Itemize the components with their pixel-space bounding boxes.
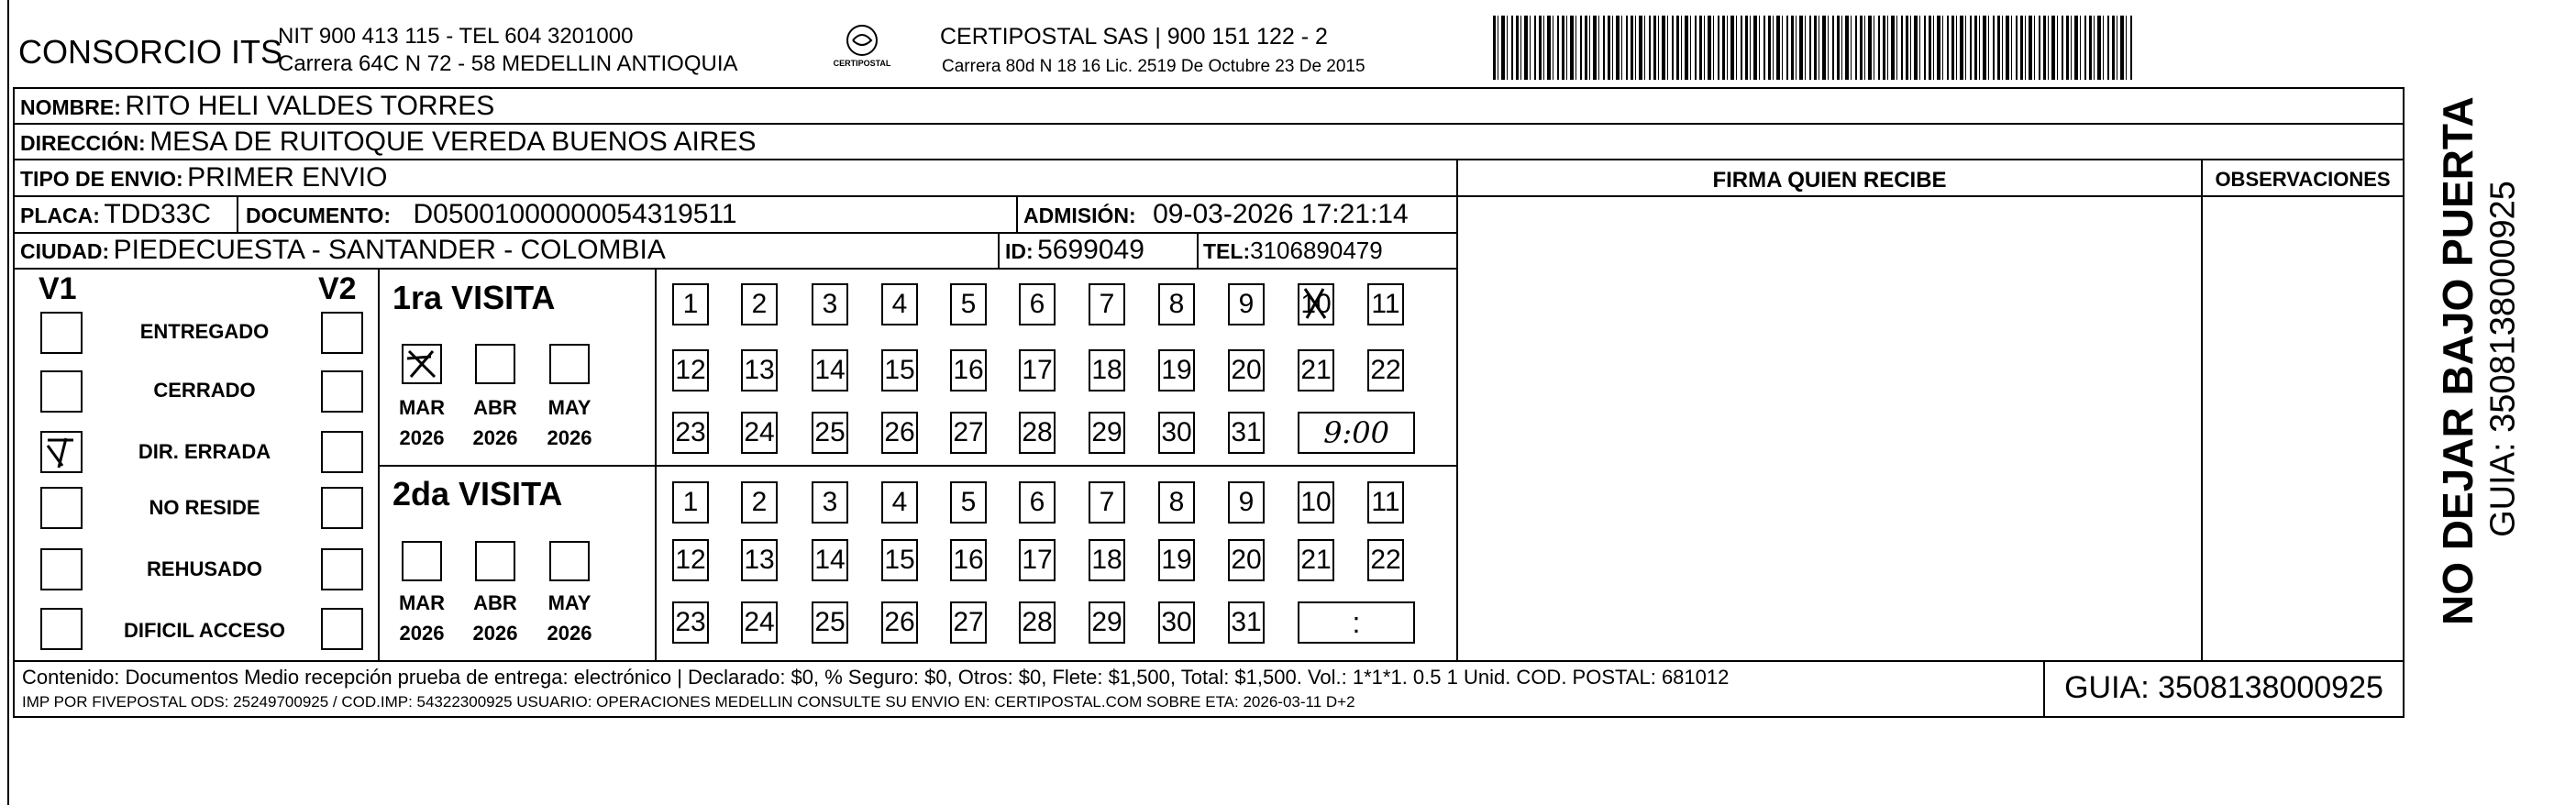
address-line: Carrera 64C N 72 - 58 MEDELLIN ANTIOQUIA: [278, 51, 738, 76]
first-day-26[interactable]: 26: [881, 412, 918, 454]
ciudad-value: PIEDECUESTA - SANTANDER - COLOMBIA: [113, 235, 666, 265]
license-line: Carrera 80d N 18 16 Lic. 2519 De Octubre 23 De 2015: [942, 57, 1365, 76]
first-day-20[interactable]: 20: [1228, 349, 1265, 391]
tel-value: 3106890479: [1250, 237, 1383, 264]
tel-label: TEL:: [1203, 239, 1251, 263]
first-day-24[interactable]: 24: [741, 412, 778, 454]
first-day-19[interactable]: 19: [1158, 349, 1195, 391]
first-visit-month-may-checkbox[interactable]: [549, 344, 590, 384]
first-day-6[interactable]: 6: [1019, 283, 1056, 325]
second-day-10[interactable]: 10: [1298, 481, 1334, 524]
status-no-reside-label: NO RESIDE: [149, 496, 260, 519]
scan-edge-line: [7, 0, 9, 805]
second-day-5[interactable]: 5: [950, 481, 987, 524]
status-rehusado-label: REHUSADO: [147, 557, 262, 580]
first-day-9[interactable]: 9: [1228, 283, 1265, 325]
tipo-value: PRIMER ENVIO: [187, 162, 388, 193]
v2-checkbox-rehusado[interactable]: [321, 548, 363, 590]
second-day-4[interactable]: 4: [881, 481, 918, 524]
first-visit-mar-label: MAR: [398, 396, 446, 419]
second-visit-month-may-checkbox[interactable]: [549, 541, 590, 581]
second-visit-mar-year: 2026: [399, 622, 445, 645]
second-day-30[interactable]: 30: [1158, 601, 1195, 644]
side-vertical-text: [2412, 92, 2568, 633]
documento-label: DOCUMENTO:: [246, 204, 392, 227]
second-visit-may-label: MAY: [547, 591, 591, 614]
handwritten-x-mark: [404, 346, 440, 382]
v2-checkbox-entregado[interactable]: [321, 312, 363, 354]
first-day-17[interactable]: 17: [1019, 349, 1056, 391]
v2-checkbox-dificil-acceso[interactable]: [321, 608, 363, 650]
documento-value: D05001000000054319511: [413, 199, 737, 229]
placa-label: PLACA:: [20, 204, 100, 227]
handwritten-check-mark: [42, 433, 81, 471]
first-visit-month-mar-checkbox[interactable]: [402, 344, 442, 384]
direccion-field: [20, 127, 756, 158]
second-visit-abr-label: ABR: [473, 591, 517, 614]
first-day-22[interactable]: 22: [1367, 349, 1404, 391]
tel-field: [1203, 237, 1383, 265]
v1-checkbox-dir-errada[interactable]: [40, 431, 83, 473]
second-day-9[interactable]: 9: [1228, 481, 1265, 524]
v1-checkbox-dificil-acceso[interactable]: [40, 608, 83, 650]
first-visit-time-field[interactable]: [1298, 412, 1415, 454]
first-day-30[interactable]: 30: [1158, 412, 1195, 454]
first-visit-mar-year: 2026: [399, 426, 445, 449]
first-day-28[interactable]: 28: [1019, 412, 1056, 454]
observaciones-header: OBSERVACIONES: [2215, 168, 2391, 191]
v2-checkbox-cerrado[interactable]: [321, 370, 363, 413]
first-day-31[interactable]: 31: [1228, 412, 1265, 454]
first-day-21[interactable]: 21: [1298, 349, 1334, 391]
logo-text: CERTIPOSTAL: [833, 59, 891, 68]
certipostal-line: CERTIPOSTAL SAS | 900 151 122 - 2: [940, 24, 1328, 50]
second-day-7[interactable]: 7: [1089, 481, 1125, 524]
first-day-13[interactable]: 13: [741, 349, 778, 391]
first-day-16[interactable]: 16: [950, 349, 987, 391]
first-visit-may-year: 2026: [547, 426, 592, 449]
company-name: CONSORCIO ITS: [18, 33, 283, 71]
second-day-17[interactable]: 17: [1019, 539, 1056, 581]
first-visit-time-value: 9:00: [1323, 415, 1389, 450]
second-day-18[interactable]: 18: [1089, 539, 1125, 581]
v2-checkbox-no-reside[interactable]: [321, 487, 363, 529]
ciudad-label: CIUDAD:: [20, 239, 110, 263]
direccion-label: DIRECCIÓN:: [20, 131, 146, 155]
second-day-31[interactable]: 31: [1228, 601, 1265, 644]
second-visit-title: 2da VISITA: [392, 475, 563, 513]
documento-field: [246, 199, 737, 230]
placa-value: TDD33C: [104, 199, 212, 229]
second-day-25[interactable]: 25: [812, 601, 848, 644]
first-day-2[interactable]: 2: [741, 283, 778, 325]
nombre-value: RITO HELI VALDES TORRES: [125, 91, 495, 121]
second-day-20[interactable]: 20: [1228, 539, 1265, 581]
first-day-25[interactable]: 25: [812, 412, 848, 454]
id-label: ID:: [1005, 239, 1034, 263]
v1-checkbox-entregado[interactable]: [40, 312, 83, 354]
first-day-3[interactable]: 3: [812, 283, 848, 325]
first-day-10[interactable]: [1298, 283, 1334, 325]
admision-field: [1023, 199, 1409, 230]
first-day-18[interactable]: 18: [1089, 349, 1125, 391]
first-day-29[interactable]: 29: [1089, 412, 1125, 454]
second-day-16[interactable]: 16: [950, 539, 987, 581]
v2-label: V2: [318, 271, 357, 306]
admision-value: 09-03-2026 17:21:14: [1153, 199, 1409, 229]
second-day-11[interactable]: 11: [1367, 481, 1404, 524]
first-day-11[interactable]: 11: [1367, 283, 1404, 325]
second-day-21[interactable]: 21: [1298, 539, 1334, 581]
first-day-5[interactable]: 5: [950, 283, 987, 325]
second-day-1[interactable]: 1: [672, 481, 709, 524]
second-day-19[interactable]: 19: [1158, 539, 1195, 581]
nombre-field: [20, 91, 494, 122]
second-visit-month-mar-checkbox[interactable]: [402, 541, 442, 581]
second-visit-time-value: :: [1352, 606, 1361, 639]
first-visit-abr-year: 2026: [472, 426, 518, 449]
v1-checkbox-rehusado[interactable]: [40, 548, 83, 590]
second-visit-mar-label: MAR: [398, 591, 446, 614]
first-day-12[interactable]: 12: [672, 349, 709, 391]
second-day-13[interactable]: 13: [741, 539, 778, 581]
second-day-2[interactable]: 2: [741, 481, 778, 524]
first-day-15[interactable]: 15: [881, 349, 918, 391]
second-day-27[interactable]: 27: [950, 601, 987, 644]
status-dificil-acceso-label: DIFICIL ACCESO: [123, 619, 285, 642]
status-entregado-label: ENTREGADO: [139, 320, 270, 343]
second-day-23[interactable]: 23: [672, 601, 709, 644]
status-cerrado-label: CERRADO: [153, 379, 256, 402]
v2-checkbox-dir-errada[interactable]: [321, 431, 363, 473]
nombre-label: NOMBRE:: [20, 95, 121, 119]
footer-imp-line: IMP POR FIVEPOSTAL ODS: 25249700925 / COD.IMP: 54322300925 USUARIO: OPERACIONES MEDELLIN CONSULTE SU ENVIO EN: CERTIPOSTAL.COM SOBRE ETA: 2026-03-11 D+2: [22, 693, 1355, 711]
first-day-10-value: 10: [1300, 289, 1332, 319]
v1-checkbox-cerrado[interactable]: [40, 370, 83, 413]
second-day-26[interactable]: 26: [881, 601, 918, 644]
v1-checkbox-no-reside[interactable]: [40, 487, 83, 529]
status-dir-errada-label: DIR. ERRADA: [138, 440, 271, 463]
footer-guia-box: GUIA: 3508138000925: [2064, 670, 2383, 705]
second-day-6[interactable]: 6: [1019, 481, 1056, 524]
certipostal-logo: [821, 22, 903, 77]
first-day-7[interactable]: 7: [1089, 283, 1125, 325]
second-day-29[interactable]: 29: [1089, 601, 1125, 644]
second-day-3[interactable]: 3: [812, 481, 848, 524]
first-day-27[interactable]: 27: [950, 412, 987, 454]
second-day-8[interactable]: 8: [1158, 481, 1195, 524]
id-value: 5699049: [1037, 235, 1144, 265]
side-guia: GUIA: 3508138000925: [2483, 181, 2523, 537]
no-dejar-bajo-puerta: NO DEJAR BAJO PUERTA: [2434, 96, 2482, 625]
first-day-8[interactable]: 8: [1158, 283, 1195, 325]
firma-header: FIRMA QUIEN RECIBE: [1712, 168, 1947, 193]
ciudad-field: [20, 235, 666, 266]
second-day-28[interactable]: 28: [1019, 601, 1056, 644]
first-day-14[interactable]: 14: [812, 349, 848, 391]
first-visit-abr-label: ABR: [473, 396, 517, 419]
second-visit-may-year: 2026: [547, 622, 592, 645]
nit-line: NIT 900 413 115 - TEL 604 3201000: [278, 24, 634, 49]
v1-label: V1: [39, 271, 77, 306]
second-day-15[interactable]: 15: [881, 539, 918, 581]
first-day-23[interactable]: 23: [672, 412, 709, 454]
direccion-value: MESA DE RUITOQUE VEREDA BUENOS AIRES: [149, 127, 757, 157]
first-visit-month-abr-checkbox[interactable]: [475, 344, 515, 384]
admision-label: ADMISIÓN:: [1023, 204, 1136, 227]
first-visit-title: 1ra VISITA: [392, 279, 556, 316]
second-visit-time-field[interactable]: [1298, 601, 1415, 644]
id-field: [1005, 235, 1144, 266]
first-day-1[interactable]: 1: [672, 283, 709, 325]
first-day-4[interactable]: 4: [881, 283, 918, 325]
second-visit-month-abr-checkbox[interactable]: [475, 541, 515, 581]
tipo-label: TIPO DE ENVIO:: [20, 167, 183, 191]
first-visit-may-label: MAY: [547, 396, 591, 419]
handwritten-x-mark: [1299, 285, 1332, 324]
barcode: [1493, 16, 2135, 80]
second-visit-abr-year: 2026: [472, 622, 518, 645]
second-day-12[interactable]: 12: [672, 539, 709, 581]
second-day-24[interactable]: 24: [741, 601, 778, 644]
tipo-field: [20, 162, 387, 193]
footer-content-line: Contenido: Documentos Medio recepción prueba de entrega: electrónico | Declarado: $0, % Seguro: $0, Otros: $0, Flete: $1,500, Total: $1,500. Vol.: 1*1*1. 0.5 1 Unid. COD. POSTAL: 681012: [22, 666, 1730, 689]
second-day-14[interactable]: 14: [812, 539, 848, 581]
second-day-22[interactable]: 22: [1367, 539, 1404, 581]
placa-field: [20, 199, 211, 230]
